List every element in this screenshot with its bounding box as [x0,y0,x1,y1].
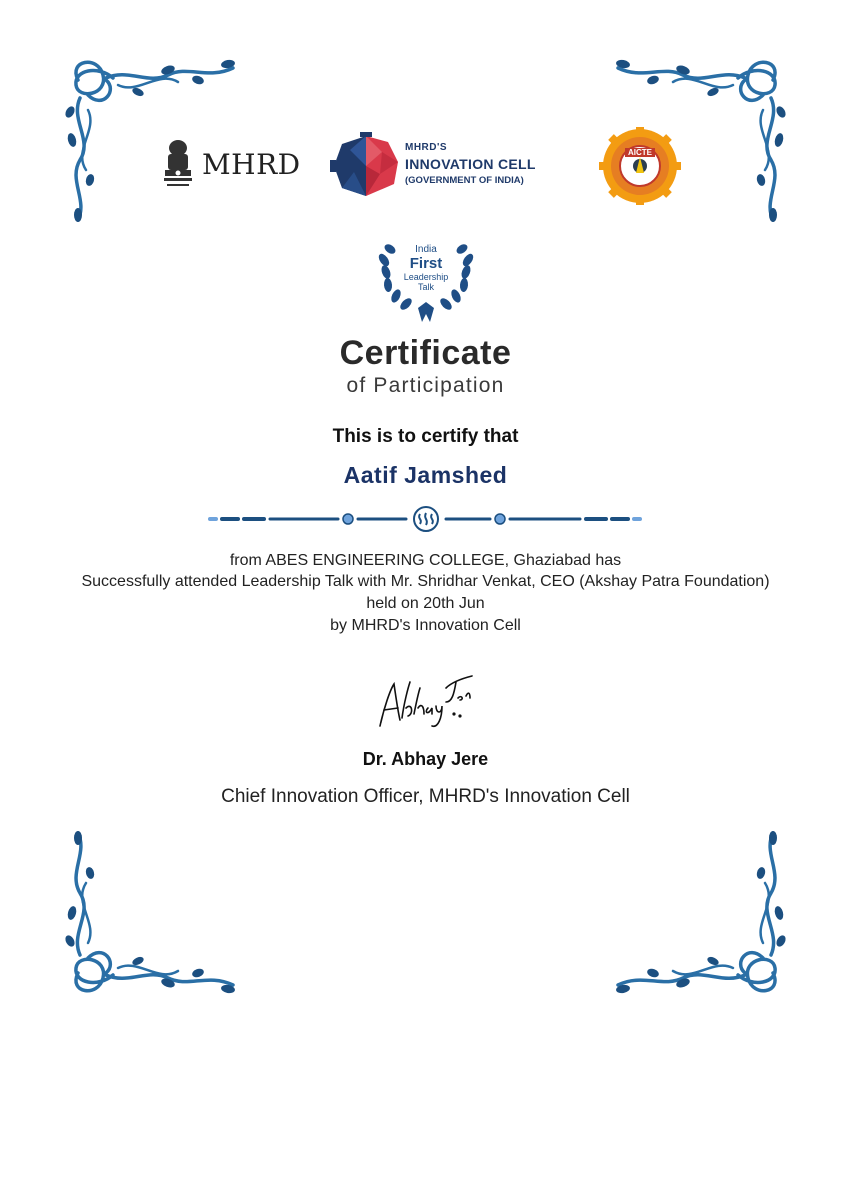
badge-line2: First [409,255,443,272]
corner-ornament-bottom-left [58,828,243,1003]
innovation-cell-logo [330,132,545,200]
certify-text: This is to certify that [332,426,519,447]
certificate-title: Certificate [339,334,512,372]
innovation-cell-line2: INNOVATION CELL [405,156,536,172]
aicte-gear-seal-icon [599,127,681,205]
signatory-title: Chief Innovation Officer, MHRD's Innovation Cell [221,786,630,807]
mhrd-wordmark: MHRD [202,148,301,181]
badge-line1: India [415,244,437,255]
badge-line4: Talk [417,282,434,292]
ashoka-emblem-icon [160,138,196,190]
leadership-talk-badge [372,232,480,324]
brain-gear-icon [330,132,402,200]
divider-ornament-icon [208,505,644,533]
body-line-attended: Successfully attended Leadership Talk with Mr. Shridhar Venkat, CEO (Akshay Patra Foundation) [81,573,770,590]
innovation-cell-line1: MHRD'S [405,142,448,153]
body-line-college: from ABES ENGINEERING COLLEGE, Ghaziabad has [229,552,622,569]
body-line-date: held on 20th Jun [366,595,485,612]
signature-image [372,668,477,733]
recipient-name: Aatif Jamshed [343,462,508,488]
innovation-cell-line3: (GOVERNMENT OF INDIA) [405,175,524,186]
corner-ornament-bottom-right [608,828,793,1003]
signatory-name: Dr. Abhay Jere [362,749,489,769]
body-line-organizer: by MHRD's Innovation Cell [330,617,521,634]
certificate-subtitle: of Participation [346,374,505,397]
aicte-logo [599,127,681,205]
mhrd-logo [160,138,301,193]
aicte-text: AICTE [628,148,652,157]
badge-line3: Leadership [403,272,449,282]
